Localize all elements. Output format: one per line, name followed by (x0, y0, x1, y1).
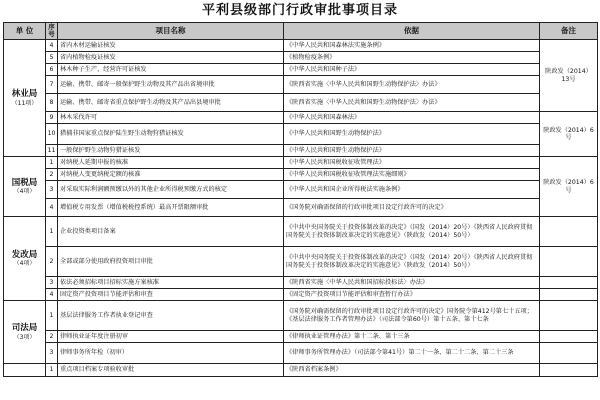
seq-cell: 4 (46, 40, 58, 52)
note-cell (540, 331, 598, 343)
header-row (4, 23, 598, 40)
table-row (4, 301, 598, 331)
basis-cell: 《中华人民共和国税收征收管理法实施细则》 (284, 169, 540, 181)
table-row (4, 40, 598, 52)
seq-cell: 1 (46, 364, 58, 377)
table-row (4, 181, 598, 199)
item-cell: 一般保护野生动物狩猎证核发 (58, 145, 284, 157)
unit-cell-tax (4, 157, 46, 217)
unit-name: 国税局 (11, 177, 38, 188)
unit-cell-development (4, 217, 46, 301)
item-cell: 对纳税人变更纳税定额的核准 (58, 169, 284, 181)
item-cell: 重点项目档案专项验收审批 (58, 364, 284, 377)
table-row (4, 169, 598, 181)
seq-cell: 2 (46, 247, 58, 277)
seq-cell: 7 (46, 76, 58, 94)
table-row (4, 217, 598, 247)
basis-cell: 《陕西省实施〈中华人民共和国野生动物保护法〉办法》 (284, 76, 540, 94)
unit-count: （4项） (13, 188, 36, 195)
note-cell (540, 343, 598, 364)
unit-name: 林业局 (11, 89, 38, 100)
unit-count: （11项） (11, 99, 38, 107)
seq-cell: 1 (46, 301, 58, 331)
item-cell: 运输、携带、邮寄省重点保护野生动物及其产品出县境审批 (58, 94, 284, 112)
table-row (4, 52, 598, 64)
note-cell: 陕政发（2014）13号 (540, 40, 598, 112)
basis-cell: 《国务院对确需保留的行政审批项目设定行政许可的决定》国务院令第412号第七十五项；《基层法律服务工作者管理办法》（司法部令第60号）第十五条、第十七条 (284, 301, 540, 331)
seq-cell: 2 (46, 169, 58, 181)
unit-name: 司法局 (11, 323, 38, 334)
basis-cell: 《中华人民共和国森林法实施条例》 (284, 40, 540, 52)
item-cell: 对采取实际利润额预缴以外的其他企业所得税预缴方式的核定 (58, 181, 284, 199)
table-row (4, 199, 598, 217)
table-row (4, 343, 598, 364)
table-row (4, 247, 598, 277)
item-cell: 林木种子生产、经营许可证核发 (58, 64, 284, 76)
basis-cell: 《中共中央国务院关于投资体制改革的决定》（国发（2014）20号）《陕西省人民政府贯彻国务院关于投资体制改革决定的实施意见》（陕政发（2014）50号） (284, 217, 540, 247)
table-row (4, 289, 598, 301)
basis-cell: 《陕西省档案条例》 (284, 364, 540, 377)
basis-cell: 《植物检疫条例》 (284, 52, 540, 64)
item-cell: 猎捕非国家重点保护陆生野生动物狩猎证核发 (58, 124, 284, 145)
seq-cell: 4 (46, 289, 58, 301)
basis-cell: 《律师执业证管理办法》第十二条、第十三条 (284, 331, 540, 343)
seq-cell: 5 (46, 52, 58, 64)
table-row (4, 124, 598, 145)
item-cell: 基层法律服务工作者执业登记审查 (58, 301, 284, 331)
table-row (4, 277, 598, 289)
seq-cell: 6 (46, 64, 58, 76)
header-item: 项目名称 (58, 23, 284, 40)
header-seq: 序号 (46, 23, 58, 40)
basis-cell: 《国务院对确需保留的行政审批项目设定行政许可的决定》 (284, 199, 540, 217)
table-row (4, 145, 598, 157)
item-cell: 企业投资类项目备案 (58, 217, 284, 247)
item-cell: 律师执业证年度注册初审 (58, 331, 284, 343)
unit-cell-justice (4, 301, 46, 364)
basis-cell: 《中共中央国务院关于投资体制改革的决定》（国发（2014）20号）《陕西省人民政府贯彻国务院关于投资体制改革决定的实施意见》（陕政发（2014）50号） (284, 247, 540, 277)
item-cell: 对纳税人延期申报的核准 (58, 157, 284, 169)
basis-cell: 《律师事务所管理办法》（司法部令第41号）第二十一条、第二十二条、第二十三条 (284, 343, 540, 364)
seq-cell: 11 (46, 145, 58, 157)
table-row (4, 76, 598, 94)
note-cell (540, 289, 598, 301)
seq-cell: 3 (46, 277, 58, 289)
table-row (4, 112, 598, 124)
item-cell: 运输、携带、邮寄一般保护野生动物及其产品出省境审批 (58, 76, 284, 94)
unit-name: 发改局 (11, 249, 38, 260)
page-title: 平利县级部门行政审批事项目录 (201, 3, 398, 18)
basis-cell: 《中华人民共和国税收征收管理法》 (284, 157, 540, 169)
unit-count: （4项） (13, 260, 36, 267)
basis-cell: 《中华人民共和国野生动物保护法》 (284, 145, 540, 157)
basis-cell: 《中华人民共和国森林法》 (284, 112, 540, 124)
note-cell (540, 277, 598, 289)
item-cell: 依法必须招标项目招标实施方案核准 (58, 277, 284, 289)
item-cell: 林木采伐许可 (58, 112, 284, 124)
seq-cell: 2 (46, 331, 58, 343)
note-cell (540, 301, 598, 331)
note-cell: 陕政发（2014）6号 (540, 112, 598, 157)
seq-cell: 4 (46, 199, 58, 217)
item-cell: 增值税专用发票（增值税税控系统）最高开票限额审批 (58, 199, 284, 217)
seq-cell: 1 (46, 157, 58, 169)
basis-cell: 《固定资产投资项目节能评估和审查暂行办法》 (284, 289, 540, 301)
approval-items-table (3, 22, 598, 377)
unit-count: （3项） (13, 333, 36, 341)
item-cell: 全部或部分使用政府投资项目审批 (58, 247, 284, 277)
item-cell: 省内木材运输证核发 (58, 40, 284, 52)
item-cell: 省内植物检疫证核发 (58, 52, 284, 64)
unit-cell-forestry (4, 40, 46, 157)
basis-cell: 《陕西省实施〈中华人民共和国野生动物保护法〉办法》 (284, 94, 540, 112)
basis-cell: 《中华人民共和国企业所得税法实施条例》 (284, 181, 540, 199)
table-row (4, 64, 598, 76)
seq-cell: 9 (46, 112, 58, 124)
table-row (4, 157, 598, 169)
unit-cell-archive (4, 364, 46, 377)
basis-cell: 《中华人民共和国种子法》 (284, 64, 540, 76)
seq-cell: 8 (46, 94, 58, 112)
item-cell: 固定资产投资项目节能评估和审查 (58, 289, 284, 301)
seq-cell: 3 (46, 343, 58, 364)
seq-cell: 10 (46, 124, 58, 145)
header-unit: 单 位 (4, 23, 46, 40)
header-note: 备注 (540, 23, 598, 40)
header-basis: 依据 (284, 23, 540, 40)
table-row (4, 94, 598, 112)
seq-cell: 1 (46, 217, 58, 247)
note-cell: 陕政发（2014）6号 (540, 157, 598, 217)
item-cell: 律师事务所年检（初审） (58, 343, 284, 364)
table-row (4, 331, 598, 343)
seq-cell: 3 (46, 181, 58, 199)
basis-cell: 《陕西省实施〈中华人民共和国招标投标法〉办法》 (284, 277, 540, 289)
table-row (4, 364, 598, 377)
note-cell (540, 364, 598, 377)
note-cell (540, 247, 598, 277)
basis-cell: 《中华人民共和国野生动物保护法》 (284, 124, 540, 145)
note-cell (540, 217, 598, 247)
